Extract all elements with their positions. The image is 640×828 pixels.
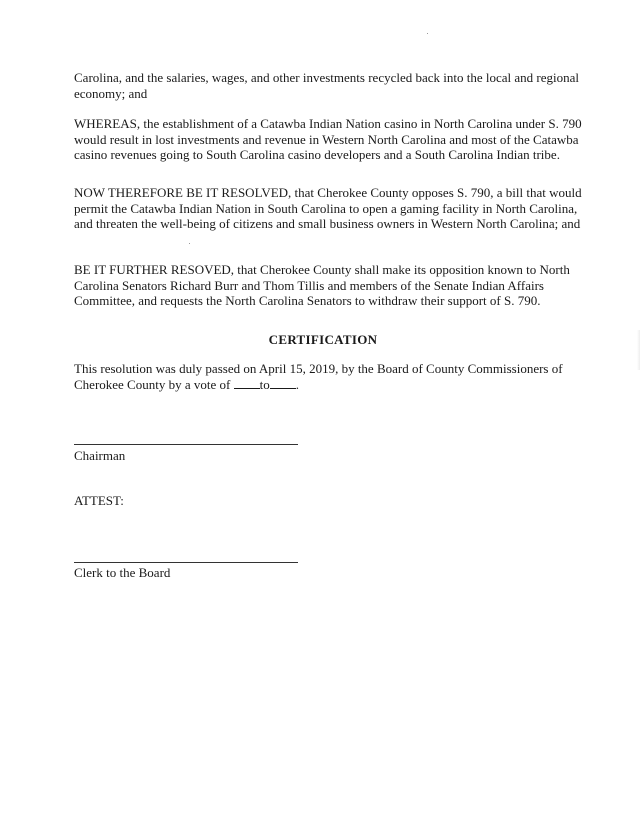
certification-text-mid: to: [259, 376, 270, 392]
chairman-label: Chairman: [74, 448, 126, 463]
attest-label: ATTEST:: [74, 493, 124, 508]
vote-against-blank: [270, 377, 296, 389]
resolution-paragraph-1: Carolina, and the salaries, wages, and other investments recycled back into the local and regional economy; and: [74, 70, 580, 101]
whereas-paragraph: WHEREAS, the establishment of a Catawba Indian Nation casino in North Carolina under S. 790 would result in lost investments and revenue in Western North Carolina and most of the Catawba casino revenues going to South Carolina casino developers and a South Carolina Indian tribe.: [74, 116, 582, 162]
certification-text-start: This resolution was duly passed on April 15, 2019, by the Board of County Commissioners of Cherokee County by a vote of: [74, 361, 563, 392]
certification-text: [74, 361, 584, 392]
certification-heading: CERTIFICATION: [268, 332, 378, 347]
certification-text-end: .: [295, 376, 299, 392]
vote-for-blank: [234, 377, 260, 389]
chairman-signature-line: [74, 444, 298, 445]
scan-speck: [427, 33, 428, 34]
further-resolved-paragraph: BE IT FURTHER RESOVED, that Cherokee County shall make its opposition known to North Carolina Senators Richard Burr and Thom Tillis and members of the Senate Indian Affairs Committee, and requests the North Carolina Senators to withdraw their support of S. 790.: [74, 262, 570, 308]
clerk-signature-line: [74, 562, 298, 563]
scan-speck: [189, 243, 190, 244]
clerk-label: Clerk to the Board: [74, 565, 171, 580]
resolved-paragraph: NOW THEREFORE BE IT RESOLVED, that Cherokee County opposes S. 790, a bill that would permit the Catawba Indian Nation in South Carolina to open a gaming facility in North Carolina, and threaten the well-being of citizens and small business owners in Western North Carolina; and: [74, 185, 582, 231]
